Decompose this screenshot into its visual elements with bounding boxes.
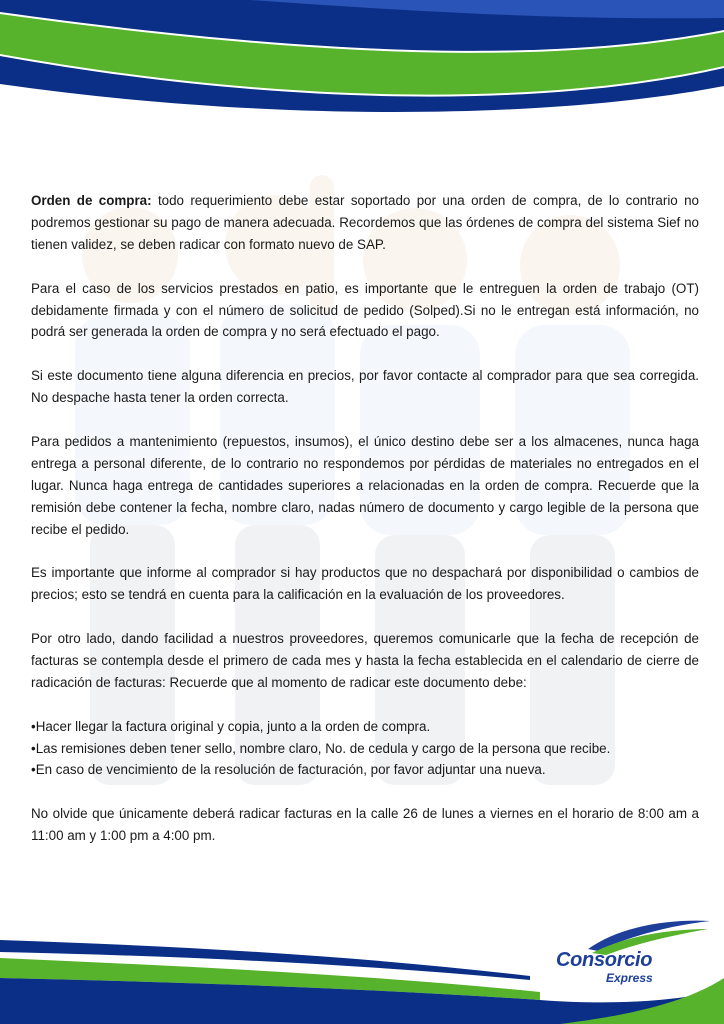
paragraph-yard-services: Para el caso de los servicios prestados en patio, es importante que le entreguen la orden de trabajo (OT) debidamente firmada y con el número de solicitud de pedido (Solped).Si no le entregan está información, no podrá ser generada la orden de compra y no será efectuado el pago. [31, 280, 699, 340]
paragraph-maintenance-orders: Para pedidos a mantenimiento (repuestos, insumos), el único destino debe ser a los almacenes, nunca haga entrega a personal diferente, de lo contrario no respondemos por pérdidas de materiales no entregados en el lugar. Nunca haga entrega de cantidades superiores a relacionadas en la orden de compra. Recuerde que la remisión debe contener la fecha, nombre claro, nadas número de documento y cargo legible de la persona que recibe el pedido. [31, 433, 699, 537]
list-item: •Las remisiones deben tener sello, nombre claro, No. de cedula y cargo de la persona que recibe. [31, 740, 611, 756]
paragraph-invoice-reception: Por otro lado, dando facilidad a nuestros proveedores, queremos comunicarle que la fecha de recepción de facturas se contempla desde el primero de cada mes y hasta la fecha establecida en el calendario de cierre de radicación de facturas: Recuerde que al momento de radicar este documento debe: [31, 631, 699, 690]
logo-wordmark: Consorcio [556, 949, 653, 971]
paragraph-filing-schedule: No olvide que únicamente deberá radicar facturas en la calle 26 de lunes a viernes en el horario de 8:00 am a 11:00 am y 1:00 pm a 4:00 pm. [31, 806, 699, 844]
logo-subtitle: Express [606, 971, 653, 985]
purchase-order-text: todo requerimiento debe estar soportado por una orden de compra, de lo contrario no podremos gestionar su pago de manera adecuada. Recordemos que las órdenes de compra del sistema Sief no tienen validez, se deben radicar con formato nuevo de SAP. [31, 193, 699, 252]
list-item: •En caso de vencimiento de la resolución de facturación, por favor adjuntar una nueva. [31, 762, 546, 778]
invoice-requirements-list [31, 716, 699, 782]
document-body [31, 190, 699, 869]
consorcio-express-logo [552, 915, 712, 995]
list-item: •Hacer llegar la factura original y copia, junto a la orden de compra. [31, 718, 431, 734]
paragraph-purchase-order [31, 190, 699, 256]
paragraph-price-differences: Si este documento tiene alguna diferencia en precios, por favor contacte al comprador para que sea corregida. No despache hasta tener la orden correcta. [31, 368, 699, 406]
header-wave-band [0, 0, 724, 120]
purchase-order-heading: Orden de compra: [31, 193, 152, 208]
paragraph-inform-buyer: Es importante que informe al comprador si hay productos que no despachará por disponibilidad o cambios de precios; esto se tendrá en cuenta para la calificación en la evaluación de los proveedores. [31, 565, 699, 603]
